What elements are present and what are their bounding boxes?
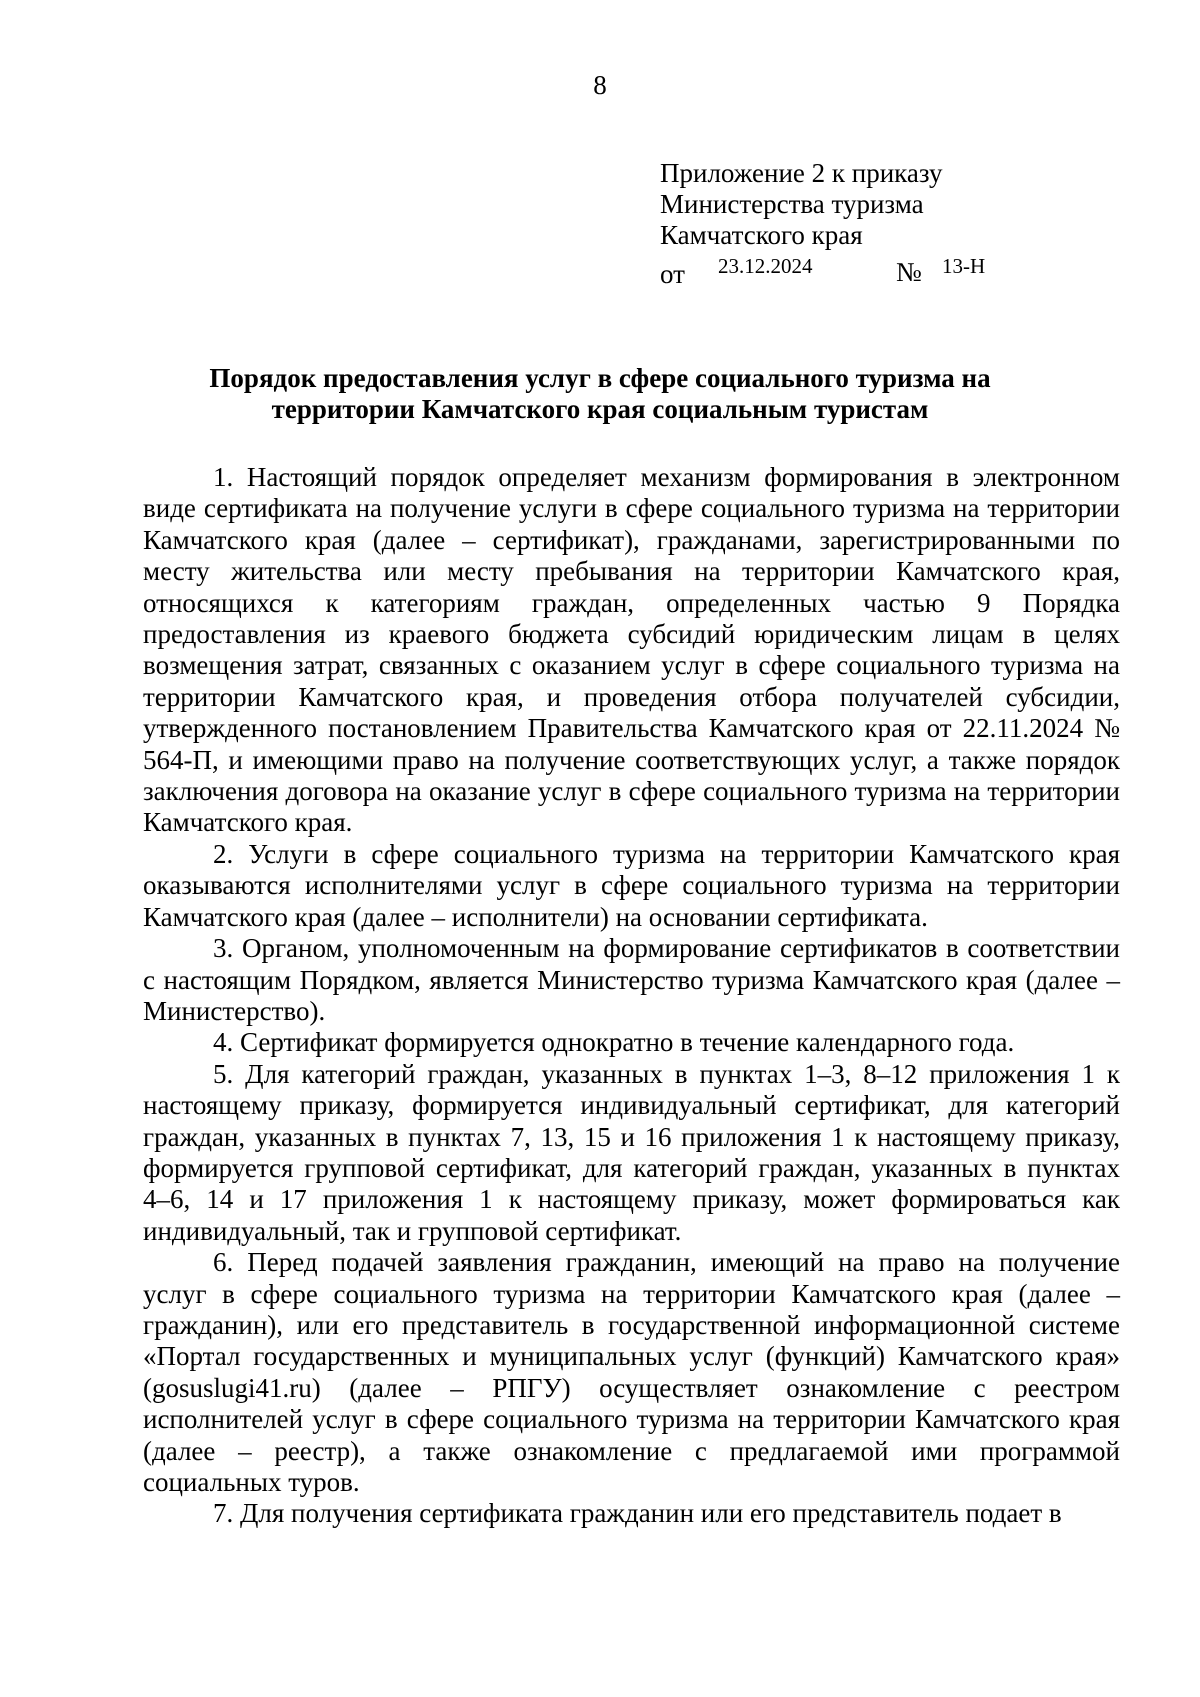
appendix-block (660, 158, 1020, 289)
order-number-label: № (896, 257, 922, 287)
appendix-line-3: Камчатского края (660, 220, 863, 250)
order-number: 13-Н (942, 254, 986, 278)
paragraph-7: 7. Для получения сертификата гражданин или его представитель подает в (213, 1498, 1062, 1529)
order-from-label: от (660, 259, 685, 289)
appendix-line-1: Приложение 2 к приказу (660, 158, 943, 188)
appendix-line-2: Министерства туризма (660, 189, 924, 219)
document-title (0, 363, 1200, 425)
paragraph-2: 2. Услуги в сфере социального туризма на территории Камчатского края оказываются исполнителями услуг в сфере социального туризма на территории Камчатского края (далее – исполнители) на основании сертификата. (143, 838, 1120, 932)
order-meta (660, 251, 1020, 289)
paragraph-4: 4. Сертификат формируется однократно в течение календарного года. (213, 1027, 1015, 1058)
document-title-line-1: Порядок предоставления услуг в сфере социального туризма на (209, 363, 991, 393)
document-body (143, 462, 1120, 1530)
paragraph-1: 1. Настоящий порядок определяет механизм формирования в электронном виде сертификата на получение услуги в сфере социального туризма на территории Камчатского края (далее – сертификат), гражданами, зарегистрированными по месту жительства или месту пребывания на территории Камчатского края, относящихся к категориям граждан, определенных частью 9 Порядка предоставления из краевого бюджета субсидий юридическим лицам в целях возмещения затрат, связанных с оказанием услуг в сфере социального туризма на территории Камчатского края, и проведения отбора получателей субсидии, утвержденного постановлением Правительства Камчатского края от 22.11.2024 № 564-П, и имеющими право на получение соответствующих услуг, а также порядок заключения договора на оказание услуг в сфере социального туризма на территории Камчатского края. (143, 462, 1120, 838)
order-date: 23.12.2024 (718, 254, 813, 278)
page-number: 8 (593, 70, 607, 100)
paragraph-3: 3. Органом, уполномоченным на формирование сертификатов в соответствии с настоящим Порядком, является Министерство туризма Камчатского края (далее – Министерство). (143, 933, 1120, 1026)
paragraph-5: 5. Для категорий граждан, указанных в пунктах 1–3, 8–12 приложения 1 к настоящему приказу, формируется индивидуальный сертификат, для категорий граждан, указанных в пунктах 7, 13, 15 и 16 приложения 1 к настоящему приказу, формируется групповой сертификат, для категорий граждан, указанных в пунктах 4–6, 14 и 17 приложения 1 к настоящему приказу, может формироваться как индивидуальный, так и групповой сертификат. (143, 1058, 1120, 1246)
paragraph-6: 6. Перед подачей заявления гражданин, имеющий на право на получение услуг в сфере социального туризма на территории Камчатского края (далее – гражданин), или его представитель в государственной информационной системе «Портал государственных и муниципальных услуг (функций) Камчатского края» (gosuslugi41.ru) (далее – РПГУ) осуществляет ознакомление с реестром исполнителей услуг в сфере социального туризма на территории Камчатского края (далее – реестр), а также ознакомление с предлагаемой ими программой социальных туров. (143, 1247, 1120, 1497)
document-title-line-2: территории Камчатского края социальным туристам (271, 394, 929, 424)
